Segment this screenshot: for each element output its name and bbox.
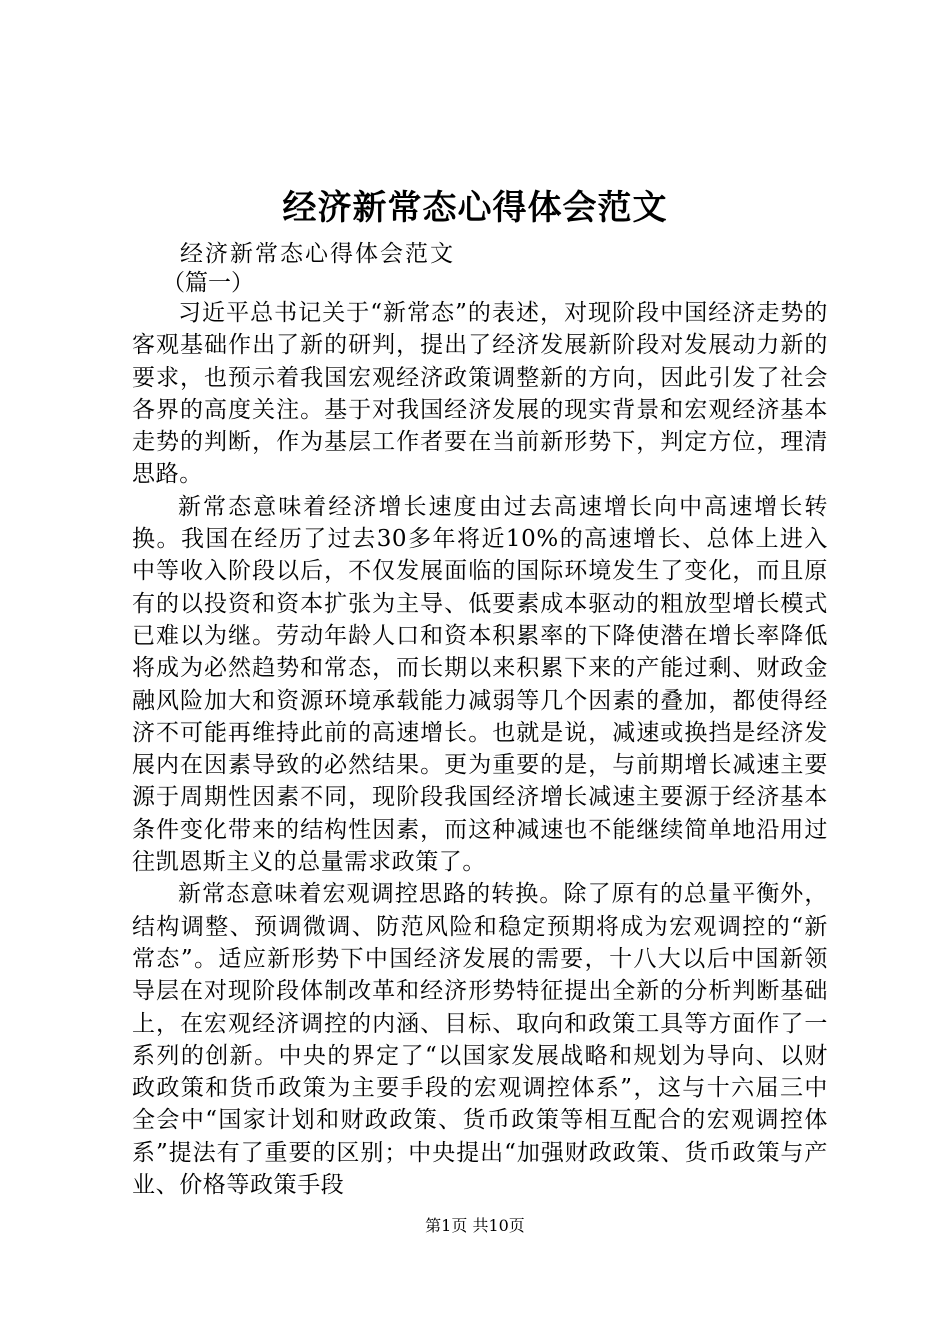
document-title: 经济新常态心得体会范文 [282,188,668,228]
paragraph-1: 习近平总书记关于“新常态”的表述，对现阶段中国经济走势的客观基础作出了新的研判，提出了经济发展新阶段对发展动力新的要求，也预示着我国宏观经济政策调整新的方向，因此引发了社会各界的高度关注。基于对我国经济发展的现实背景和宏观经济基本走势的判断，作为基层工作者要在当前新形势下，判定方位，理清思路。 [132,300,828,488]
section-label: （篇一） [162,270,254,296]
paragraph-2: 新常态意味着经济增长速度由过去高速增长向中高速增长转换。我国在经历了过去30多年将近10%的高速增长、总体上进入中等收入阶段以后，不仅发展面临的国际环境发生了变化，而且原有的以投资和资本扩张为主导、低要素成本驱动的粗放型增长模式已难以为继。劳动年龄人口和资本积累率的下降使潜在增长率降低将成为必然趋势和常态，而长期以来积累下来的产能过剩、财政金融风险加大和资源环境承载能力减弱等几个因素的叠加，都使得经济不可能再维持此前的高速增长。也就是说，减速或换挡是经济发展内在因素导致的必然结果。更为重要的是，与前期增长减速主要源于周期性因素不同，现阶段我国经济增长减速主要源于经济基本条件变化带来的结构性因素，而这种减速也不能继续简单地沿用过往凯恩斯主义的总量需求政策了。 [132,493,828,876]
document-body [132,297,828,1201]
document-subtitle: 经济新常态心得体会范文 [180,241,455,267]
page-footer: 第1页 共10页 [425,1216,525,1235]
paragraph-3: 新常态意味着宏观调控思路的转换。除了原有的总量平衡外，结构调整、预调微调、防范风险和稳定预期将成为宏观调控的“新常态”。适应新形势下中国经济发展的需要，十八大以后中国新领导层在对现阶段体制改革和经济形势特征提出全新的分析判断基础上，在宏观经济调控的内涵、目标、取向和政策工具等方面作了一系列的创新。中央的界定了“以国家发展战略和规划为导向、以财政政策和货币政策为主要手段的宏观调控体系”，这与十六届三中全会中“国家计划和财政政策、货币政策等相互配合的宏观调控体系”提法有了重要的区别；中央提出“加强财政政策、货币政策与产业、价格等政策手段 [132,881,828,1199]
